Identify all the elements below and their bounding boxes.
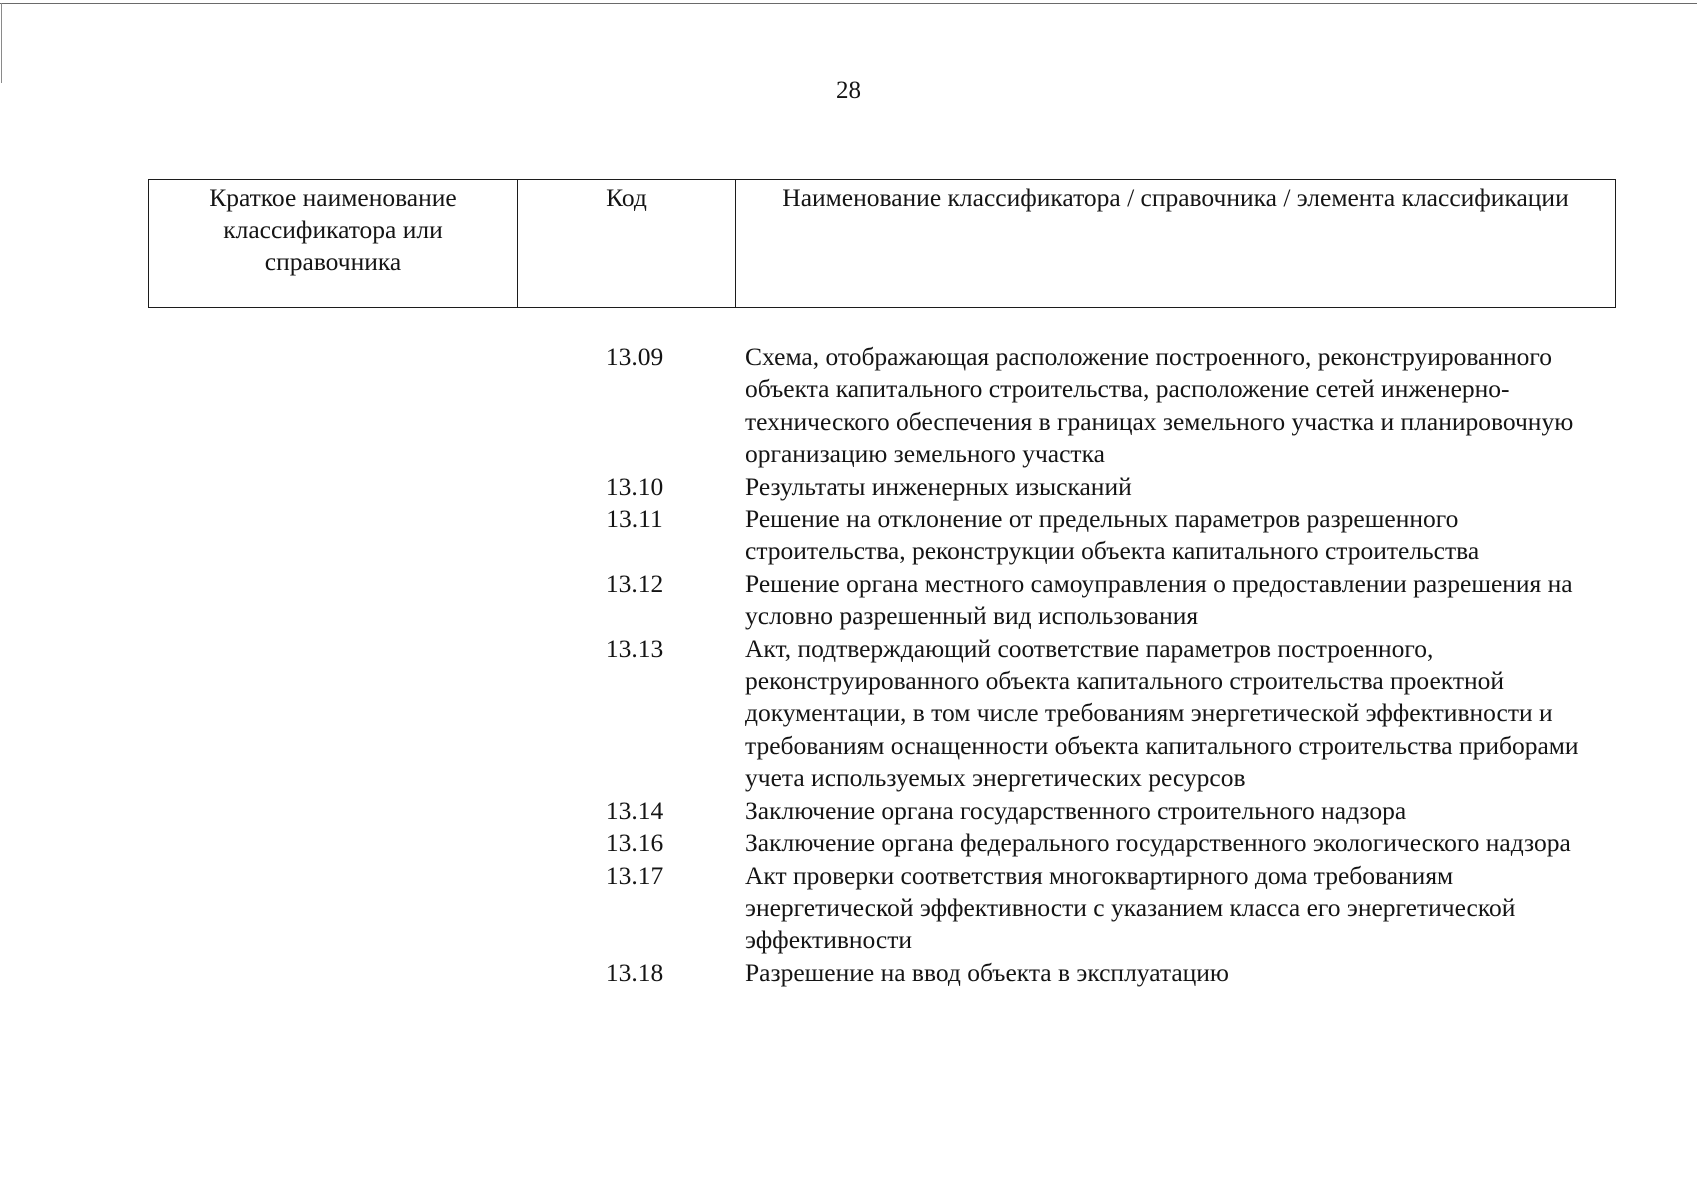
page-number: 28 <box>836 77 861 104</box>
header-row <box>149 180 1616 308</box>
row-code: 13.09 <box>605 342 664 371</box>
row-name: Результаты инженерных изысканий <box>745 471 1132 501</box>
row-name: Разрешение на ввод объекта в эксплуатацию <box>745 957 1229 987</box>
table-row <box>0 568 1697 633</box>
row-code: 13.16 <box>605 828 664 858</box>
table-row <box>0 957 1697 989</box>
row-code: 13.10 <box>605 471 664 501</box>
table-row <box>0 341 1697 471</box>
row-name: Акт, подтверждающий соответствие параметров построенного, реконструированного объекта капитального строительства проектной документации, в том числе требованиям энергетической эффективности и требованиям оснащенности объекта капитального строительства приборами учета используемых энергетических ресурсов <box>745 633 1579 793</box>
table-row <box>0 860 1697 957</box>
table-row <box>0 795 1697 827</box>
row-code: 13.18 <box>605 957 664 987</box>
row-name: Решение на отклонение от предельных параметров разрешенного строительства, реконструкции объекта капитального строительства <box>745 504 1480 566</box>
page-edge-top <box>0 3 1697 4</box>
table-row <box>0 503 1697 568</box>
classifier-rows <box>0 341 1697 989</box>
header-short-name: Краткое наименование классификатора или справочника <box>149 180 518 308</box>
row-code: 13.11 <box>606 504 663 534</box>
row-name: Заключение органа государственного строительного надзора <box>745 795 1407 825</box>
header-full-name: Наименование классификатора / справочника / элемента классификации <box>782 183 1569 212</box>
row-code: 13.14 <box>605 795 664 825</box>
header-table <box>148 179 1616 308</box>
page-edge-left <box>1 3 2 83</box>
row-code: 13.12 <box>605 568 664 598</box>
header-code: Код <box>518 180 736 308</box>
table-row <box>0 471 1697 503</box>
row-name: Схема, отображающая расположение построенного, реконструированного объекта капитального строительства, расположение сетей инженерно-технического обеспечения в границах земельного участка и планировочную организацию земельного участка <box>745 342 1574 469</box>
row-code: 13.17 <box>605 860 664 890</box>
row-name: Заключение органа федерального государственного экологического надзора <box>745 828 1571 858</box>
table-row <box>0 827 1697 859</box>
row-name: Решение органа местного самоуправления о предоставлении разрешения на условно разрешенный вид использования <box>745 568 1573 631</box>
row-name: Акт проверки соответствия многоквартирного дома требованиям энергетической эффективности с указанием класса его энергетической эффективности <box>745 860 1516 955</box>
table-row <box>0 633 1697 795</box>
row-code: 13.13 <box>605 633 664 663</box>
